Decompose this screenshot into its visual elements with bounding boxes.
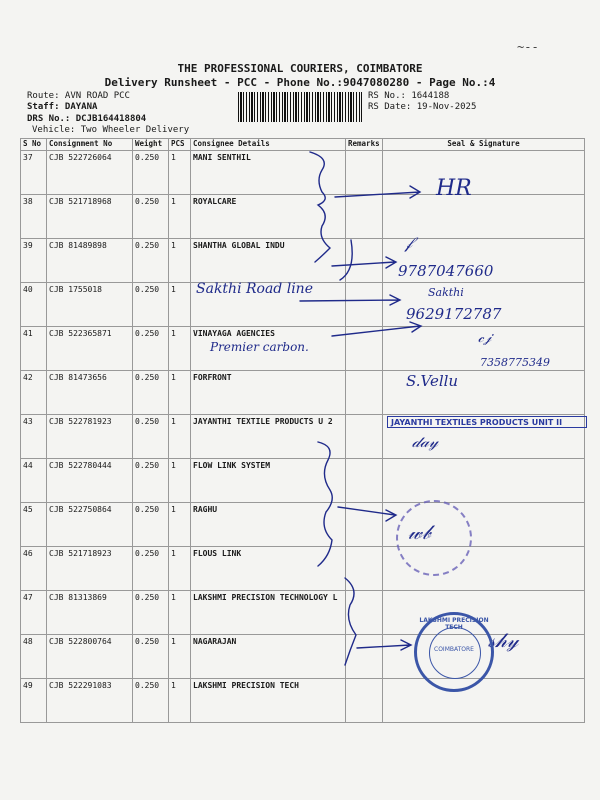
vehicle-label: Vehicle: Two Wheeler Delivery	[32, 125, 190, 135]
arrow-stroke	[335, 186, 420, 198]
cell-weight: 0.250	[133, 459, 169, 503]
arrow-stroke	[357, 640, 411, 650]
cell-sno: 38	[21, 195, 47, 239]
cell-consignment: CJB 1755018	[47, 283, 133, 327]
col-sno: S No	[21, 139, 47, 151]
cell-pcs: 1	[169, 327, 191, 371]
cell-weight: 0.250	[133, 503, 169, 547]
rs-number: RS No.: 1644188	[368, 91, 450, 101]
cell-consignee: LAKSHMI PRECISION TECH	[191, 679, 346, 723]
cell-sno: 41	[21, 327, 47, 371]
cell-pcs: 1	[169, 547, 191, 591]
handwritten-phone-1: 9787047660	[398, 262, 494, 280]
cell-sno: 49	[21, 679, 47, 723]
cell-sno: 44	[21, 459, 47, 503]
jayanthi-stamp: JAYANTHI TEXTILES PRODUCTS UNIT II	[387, 416, 587, 428]
seal-city-text: COIMBATORE	[434, 646, 474, 653]
rs-date: RS Date: 19-Nov-2025	[368, 102, 477, 112]
cell-sno: 47	[21, 591, 47, 635]
col-weight: Weight	[133, 139, 169, 151]
cell-consignment: CJB 522800764	[47, 635, 133, 679]
handwritten-signature-48: 𝓈𝒽𝓎	[488, 628, 519, 652]
seal-inner-ring	[429, 627, 481, 679]
handwritten-phone-2: 9629172787	[406, 305, 502, 323]
handwritten-signature-44: 𝒹𝒶𝓎	[412, 432, 439, 451]
bracket-stroke	[310, 152, 330, 262]
cell-sno: 46	[21, 547, 47, 591]
arrow-stroke	[332, 257, 396, 268]
cell-consignee: NAGARAJAN	[191, 635, 346, 679]
cell-consignment: CJB 522365871	[47, 327, 133, 371]
cell-weight: 0.250	[133, 679, 169, 723]
cell-consignee: ROYALCARE	[191, 195, 346, 239]
col-remarks: Remarks	[346, 139, 383, 151]
cell-consignee: MANI SENTHIL	[191, 151, 346, 195]
company-title: THE PROFESSIONAL COURIERS, COIMBATORE	[177, 62, 423, 75]
cell-consignment: CJB 521718968	[47, 195, 133, 239]
cell-sno: 48	[21, 635, 47, 679]
cell-pcs: 1	[169, 459, 191, 503]
cell-weight: 0.250	[133, 195, 169, 239]
cell-consignment: CJB 522750864	[47, 503, 133, 547]
seal-ring-text: LAKSHMI PRECISION TECH	[419, 617, 489, 631]
route-label: Route: AVN ROAD PCC	[27, 91, 130, 101]
col-consignment: Consignment No	[47, 139, 133, 151]
handwritten-sakthi-signature: Sakthi	[428, 286, 464, 299]
handwritten-premier-carbon: Premier carbon.	[210, 340, 309, 354]
cell-sno: 37	[21, 151, 47, 195]
cell-consignment: CJB 81489898	[47, 239, 133, 283]
cell-pcs: 1	[169, 283, 191, 327]
cell-weight: 0.250	[133, 239, 169, 283]
cell-sno: 45	[21, 503, 47, 547]
cell-pcs: 1	[169, 371, 191, 415]
runsheet-subtitle: Delivery Runsheet - PCC - Phone No.:9047080280 - Page No.:4	[104, 76, 496, 89]
cell-sno: 43	[21, 415, 47, 459]
cell-consignee: FLOW LINK SYSTEM	[191, 459, 346, 503]
cell-weight: 0.250	[133, 591, 169, 635]
handwritten-phone-3: 7358775349	[480, 356, 550, 369]
handwritten-vellus-signature: S.Vellu	[406, 372, 459, 390]
cell-consignment: CJB 81473656	[47, 371, 133, 415]
cell-consignee: VINAYAGA AGENCIES	[191, 327, 346, 371]
handwritten-signature-41: 𝒸𝒿	[478, 330, 492, 346]
cell-weight: 0.250	[133, 283, 169, 327]
lakshmi-round-seal	[414, 612, 494, 692]
arrow-stroke	[338, 507, 396, 521]
cell-consignee: FLOUS LINK	[191, 547, 346, 591]
cell-consignment: CJB 522291083	[47, 679, 133, 723]
cell-pcs: 1	[169, 635, 191, 679]
bracket-stroke	[318, 442, 332, 566]
cell-weight: 0.250	[133, 371, 169, 415]
cell-sno: 40	[21, 283, 47, 327]
handwritten-sakthi-road-line: Sakthi Road line	[196, 281, 313, 297]
cell-weight: 0.250	[133, 327, 169, 371]
cell-sno: 39	[21, 239, 47, 283]
cell-pcs: 1	[169, 679, 191, 723]
cell-consignment: CJB 522726064	[47, 151, 133, 195]
handwritten-signature-39: 𝒻	[405, 233, 413, 252]
arrow-stroke	[332, 322, 421, 336]
cell-consignment: CJB 521718923	[47, 547, 133, 591]
cell-consignment: CJB 522780444	[47, 459, 133, 503]
cell-pcs: 1	[169, 239, 191, 283]
cell-pcs: 1	[169, 151, 191, 195]
cell-consignee: SHANTHA GLOBAL INDU	[191, 239, 346, 283]
cell-consignee: FORFRONT	[191, 371, 346, 415]
col-pcs: PCS	[169, 139, 191, 151]
staff-label: Staff: DAYANA	[27, 102, 98, 112]
cell-consignment: CJB 81313869	[47, 591, 133, 635]
cell-pcs: 1	[169, 591, 191, 635]
cell-weight: 0.250	[133, 547, 169, 591]
round-seal-faded	[396, 500, 472, 576]
col-consignee: Consignee Details	[191, 139, 346, 151]
cell-sno: 42	[21, 371, 47, 415]
cell-weight: 0.250	[133, 151, 169, 195]
bracket-stroke	[340, 240, 352, 280]
cell-weight: 0.250	[133, 415, 169, 459]
cell-pcs: 1	[169, 195, 191, 239]
handwritten-signature-46: 𝓌𝒷	[408, 520, 431, 544]
cell-consignee: JAYANTHI TEXTILE PRODUCTS U 2	[191, 415, 346, 459]
drs-label: DRS No.: DCJB164418804	[27, 114, 147, 124]
cell-pcs: 1	[169, 503, 191, 547]
cell-consignee: RAGHU	[191, 503, 346, 547]
cell-pcs: 1	[169, 415, 191, 459]
arrow-stroke	[300, 295, 400, 305]
handwritten-hr: HR	[436, 176, 472, 201]
cell-consignee: LAKSHMI PRECISION TECHNOLOGY L	[191, 591, 346, 635]
col-seal-signature: Seal & Signature	[383, 139, 585, 151]
cell-consignment: CJB 522781923	[47, 415, 133, 459]
corner-scribble: ~--	[517, 40, 539, 54]
cell-weight: 0.250	[133, 635, 169, 679]
bracket-stroke	[345, 578, 356, 665]
